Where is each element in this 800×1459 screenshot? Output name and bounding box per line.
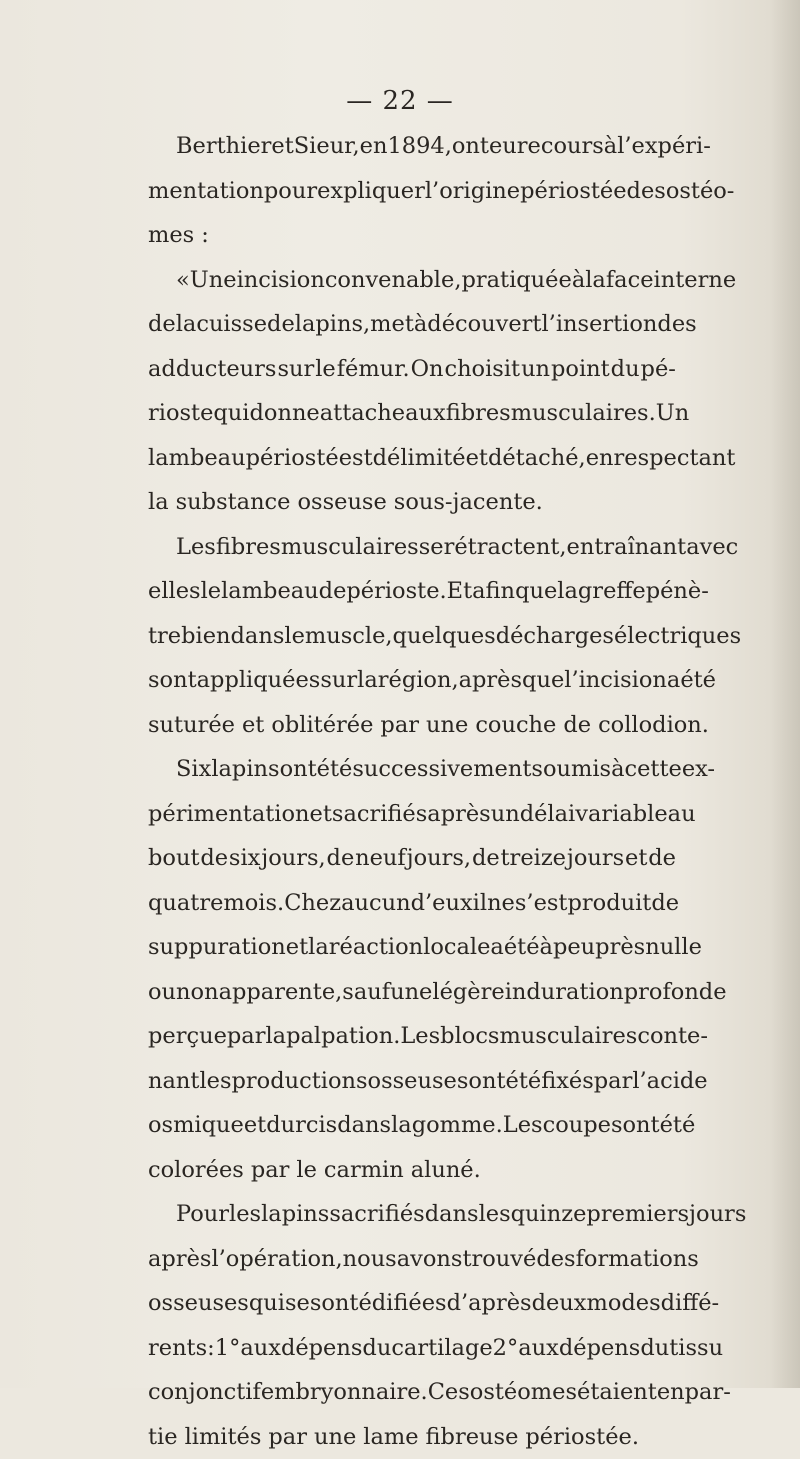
word: ostéomes: [470, 1370, 577, 1415]
word: par: [268, 1415, 307, 1459]
page-number: — 22 —: [0, 86, 800, 116]
word: sous-jacente.: [394, 480, 543, 525]
word: des: [657, 302, 696, 347]
text-line: [148, 525, 676, 570]
word: de: [648, 836, 676, 881]
word: perçue: [148, 1014, 227, 1059]
word: après: [427, 792, 490, 837]
word: bout: [148, 836, 199, 881]
word: Et: [447, 569, 472, 614]
word: choisit: [444, 347, 520, 392]
word: après: [459, 658, 522, 703]
word: treize: [501, 836, 566, 881]
word: et: [625, 836, 647, 881]
word: fibreuse: [426, 1415, 519, 1459]
word: Une: [190, 258, 237, 303]
word: de: [472, 836, 500, 881]
word: carmin: [324, 1148, 404, 1193]
word: oblitérée: [271, 703, 373, 748]
word: osseuses: [148, 1281, 249, 1326]
word: lapins: [211, 747, 279, 792]
word: musculaires: [281, 525, 419, 570]
text-line: [148, 1148, 676, 1193]
word: et: [242, 703, 264, 748]
word: la: [585, 258, 606, 303]
word: sont: [310, 1281, 359, 1326]
word: conjonctif: [148, 1370, 261, 1415]
text-line: [148, 391, 676, 436]
text-line: [148, 925, 676, 970]
word: nulle: [645, 925, 702, 970]
word: et: [244, 1103, 266, 1148]
word: durcis: [266, 1103, 337, 1148]
word: diffé-: [661, 1281, 720, 1326]
word: sacrifiés: [332, 792, 427, 837]
word: périoste.: [346, 569, 446, 614]
word: Berthier: [176, 124, 271, 169]
word: par-: [685, 1370, 731, 1415]
word: non: [176, 970, 219, 1015]
word: mois.: [223, 881, 284, 926]
word: les: [199, 1059, 231, 1104]
word: cartilage: [391, 1326, 492, 1371]
word: de: [200, 836, 228, 881]
word: musculaires.: [511, 391, 656, 436]
word: découvert: [427, 302, 541, 347]
word: été: [317, 747, 353, 792]
text-line: [148, 124, 676, 169]
word: du: [362, 1326, 391, 1371]
word: qui: [249, 1281, 285, 1326]
word: il: [473, 881, 487, 926]
word: en: [586, 436, 614, 481]
word: de: [319, 569, 347, 614]
word: Six: [176, 747, 211, 792]
word: après: [148, 1237, 211, 1282]
word: aluné.: [411, 1148, 481, 1193]
word: fémur.: [337, 347, 410, 392]
word: légère: [432, 970, 504, 1015]
word: quelques: [393, 614, 496, 659]
word: une: [314, 1415, 356, 1459]
word: profonde: [624, 970, 727, 1015]
word: appliquées: [197, 658, 321, 703]
word: sauf: [342, 970, 390, 1015]
word: osseuses: [368, 1059, 469, 1104]
word: locale: [423, 925, 490, 970]
word: Chez: [284, 881, 341, 926]
word: décharges: [496, 614, 614, 659]
word: été: [504, 925, 540, 970]
word: est: [339, 436, 373, 481]
word: la: [308, 925, 329, 970]
word: apparente,: [219, 970, 343, 1015]
word: détaché,: [488, 436, 586, 481]
word: jours: [567, 836, 624, 881]
word: sur: [320, 658, 357, 703]
word: édifiées: [358, 1281, 446, 1326]
word: à: [414, 302, 427, 347]
word: limités: [185, 1415, 262, 1459]
word: d’après: [447, 1281, 532, 1326]
word: étaient: [577, 1370, 657, 1415]
word: convenable,: [325, 258, 462, 303]
word: quatre: [148, 881, 223, 926]
word: tre: [148, 614, 181, 659]
word: adducteurs: [148, 347, 276, 392]
word: l’opération,: [211, 1237, 342, 1282]
word: l’expéri-: [617, 124, 711, 169]
word: formations: [576, 1237, 699, 1282]
word: la: [176, 302, 197, 347]
word: suppuration: [148, 925, 286, 970]
word: le: [296, 1148, 317, 1193]
word: du: [611, 347, 640, 392]
word: cette: [625, 747, 682, 792]
word: aux: [405, 391, 446, 436]
word: :: [207, 1326, 215, 1371]
word: recours: [517, 124, 604, 169]
word: couche: [475, 703, 556, 748]
text-line: [148, 213, 676, 258]
word: aux: [240, 1326, 281, 1371]
word: quinze: [511, 1192, 587, 1237]
word: musculaires: [499, 1014, 637, 1059]
word: fibres: [216, 525, 281, 570]
word: le: [315, 347, 336, 392]
word: On: [411, 347, 444, 392]
word: ex-: [682, 747, 715, 792]
word: sur: [277, 347, 314, 392]
word: lapins: [261, 1192, 329, 1237]
word: modes: [586, 1281, 660, 1326]
text-line: [148, 614, 676, 659]
word: de: [327, 836, 355, 881]
word: jours,: [261, 836, 325, 881]
word: ont: [452, 124, 489, 169]
text-line: [148, 1281, 676, 1326]
word: met: [370, 302, 414, 347]
word: électriques: [614, 614, 741, 659]
word: mes: [148, 213, 194, 258]
word: rents: [148, 1326, 207, 1371]
word: lambeau: [148, 436, 246, 481]
word: :: [201, 213, 209, 258]
word: mentation: [148, 169, 264, 214]
word: réaction: [329, 925, 423, 970]
word: tissu: [669, 1326, 723, 1371]
word: bien: [181, 614, 230, 659]
word: en: [657, 1370, 685, 1415]
word: lame: [363, 1415, 418, 1459]
text-line: [148, 1192, 676, 1237]
word: premiers: [586, 1192, 689, 1237]
word: des: [536, 1237, 575, 1282]
word: et: [271, 124, 293, 169]
word: productions: [232, 1059, 368, 1104]
word: donne: [250, 391, 320, 436]
text-line: [148, 1326, 676, 1371]
word: une: [390, 970, 432, 1015]
word: par: [594, 1059, 633, 1104]
word: périostée.: [525, 1415, 639, 1459]
word: Pour: [176, 1192, 229, 1237]
word: aucun: [341, 881, 411, 926]
word: périosté: [246, 436, 339, 481]
word: en: [360, 124, 388, 169]
word: dans: [337, 1103, 391, 1148]
word: face: [606, 258, 654, 303]
word: 1894,: [387, 124, 451, 169]
word: ostéo-: [666, 169, 735, 214]
word: soumis: [531, 747, 611, 792]
word: Les: [503, 1103, 543, 1148]
word: par: [380, 703, 419, 748]
word: afin: [472, 569, 515, 614]
word: cuisse: [196, 302, 267, 347]
word: respectant: [614, 436, 736, 481]
text-line: [148, 703, 676, 748]
word: entraînant: [567, 525, 687, 570]
text-line: [148, 569, 676, 614]
word: de: [267, 302, 295, 347]
text-line: [148, 169, 676, 214]
word: collodion.: [598, 703, 709, 748]
word: ou: [148, 970, 176, 1015]
word: du: [640, 1326, 669, 1371]
body-text: [148, 124, 676, 1459]
word: interne: [654, 258, 737, 303]
word: tie: [148, 1415, 178, 1459]
word: Les: [176, 525, 216, 570]
text-line: [148, 347, 676, 392]
word: elles: [148, 569, 201, 614]
word: a: [490, 925, 503, 970]
text-line: [148, 970, 676, 1015]
word: suturée: [148, 703, 235, 748]
word: sacrifiés: [329, 1192, 424, 1237]
text-line: [148, 302, 676, 347]
word: la: [148, 480, 169, 525]
word: et: [310, 792, 332, 837]
word: deux: [532, 1281, 587, 1326]
word: région,: [378, 658, 459, 703]
word: que: [522, 658, 564, 703]
word: 2°: [493, 1326, 519, 1371]
word: dans: [425, 1192, 479, 1237]
word: été: [506, 1059, 542, 1104]
word: l’incision: [564, 658, 667, 703]
word: une: [426, 703, 468, 748]
word: à: [572, 258, 585, 303]
word: pénè-: [646, 569, 709, 614]
text-line: [148, 1059, 676, 1104]
word: Ces: [428, 1370, 470, 1415]
word: s’est: [515, 881, 568, 926]
word: la: [265, 1014, 286, 1059]
word: gomme.: [412, 1103, 503, 1148]
word: été: [680, 658, 716, 703]
page-edge-shadow: [770, 0, 800, 1388]
word: le: [201, 569, 222, 614]
word: près: [595, 925, 645, 970]
word: produit: [567, 881, 651, 926]
word: eu: [489, 124, 517, 169]
text-line: [148, 1237, 676, 1282]
word: de: [563, 703, 591, 748]
word: un: [491, 792, 520, 837]
word: les: [479, 1192, 511, 1237]
word: d’eux: [411, 881, 473, 926]
word: lapins,: [295, 302, 370, 347]
text-line: [148, 1103, 676, 1148]
word: jours: [689, 1192, 746, 1237]
text-line: [148, 258, 676, 303]
text-line: [148, 658, 676, 703]
word: Sieur,: [294, 124, 360, 169]
word: lambeau: [221, 569, 319, 614]
word: osmique: [148, 1103, 244, 1148]
word: embryonnaire.: [261, 1370, 428, 1415]
word: coupes: [543, 1103, 623, 1148]
word: délimité: [373, 436, 466, 481]
text-line: [148, 1415, 676, 1459]
text-line: [148, 881, 676, 926]
word: à: [604, 124, 617, 169]
word: a: [667, 658, 680, 703]
word: et: [466, 436, 488, 481]
text-line: [148, 480, 676, 525]
word: que: [515, 569, 557, 614]
word: aux: [518, 1326, 559, 1371]
word: point: [551, 347, 610, 392]
word: conte-: [637, 1014, 708, 1059]
word: de: [148, 302, 176, 347]
word: «: [176, 258, 190, 303]
text-line: [148, 836, 676, 881]
word: ont: [623, 1103, 660, 1148]
word: se: [419, 525, 444, 570]
word: trouvé: [462, 1237, 536, 1282]
word: dans: [231, 614, 285, 659]
word: jours,: [407, 836, 471, 881]
word: de: [651, 881, 679, 926]
word: induration: [505, 970, 624, 1015]
word: délai: [520, 792, 576, 837]
word: nous: [343, 1237, 397, 1282]
word: ne: [487, 881, 515, 926]
word: avec: [686, 525, 738, 570]
word: palpation.: [286, 1014, 400, 1059]
word: sont: [148, 658, 197, 703]
word: fibres: [446, 391, 511, 436]
word: l’insertion: [541, 302, 657, 347]
word: Les: [400, 1014, 440, 1059]
word: la: [391, 1103, 412, 1148]
word: greffe: [578, 569, 646, 614]
word: rioste: [148, 391, 213, 436]
word: pratiquée: [461, 258, 571, 303]
word: l’acide: [632, 1059, 707, 1104]
word: au: [668, 792, 696, 837]
word: à: [611, 747, 624, 792]
text-line: [148, 747, 676, 792]
word: qui: [213, 391, 249, 436]
word: périostée: [520, 169, 626, 214]
word: fixés: [541, 1059, 594, 1104]
word: blocs: [440, 1014, 499, 1059]
word: rétractent,: [444, 525, 567, 570]
word: nant: [148, 1059, 199, 1104]
word: variable: [575, 792, 667, 837]
word: avons: [397, 1237, 463, 1282]
word: l’origine: [425, 169, 520, 214]
word: été: [660, 1103, 696, 1148]
word: la: [557, 569, 578, 614]
word: et: [286, 925, 308, 970]
word: des: [627, 169, 666, 214]
word: incision: [237, 258, 325, 303]
word: successivement: [352, 747, 531, 792]
word: 1°: [215, 1326, 241, 1371]
text-line: [148, 792, 676, 837]
word: par: [227, 1014, 266, 1059]
word: pour: [264, 169, 317, 214]
word: colorées: [148, 1148, 244, 1193]
text-line: [148, 1370, 676, 1415]
word: à: [540, 925, 553, 970]
word: attache: [320, 391, 405, 436]
word: un: [521, 347, 550, 392]
word: la: [357, 658, 378, 703]
word: dépens: [559, 1326, 640, 1371]
word: ont: [280, 747, 317, 792]
word: le: [284, 614, 305, 659]
word: pé-: [641, 347, 676, 392]
word: dépens: [281, 1326, 362, 1371]
word: muscle,: [305, 614, 393, 659]
word: Un: [656, 391, 689, 436]
word: neuf: [355, 836, 406, 881]
word: périmentation: [148, 792, 310, 837]
word: peu: [553, 925, 595, 970]
word: substance: [176, 480, 291, 525]
word: expliquer: [317, 169, 425, 214]
text-line: [148, 1014, 676, 1059]
word: osseuse: [297, 480, 386, 525]
word: ont: [468, 1059, 505, 1104]
word: six: [229, 836, 260, 881]
word: se: [285, 1281, 310, 1326]
word: les: [229, 1192, 261, 1237]
word: par: [251, 1148, 290, 1193]
text-line: [148, 436, 676, 481]
